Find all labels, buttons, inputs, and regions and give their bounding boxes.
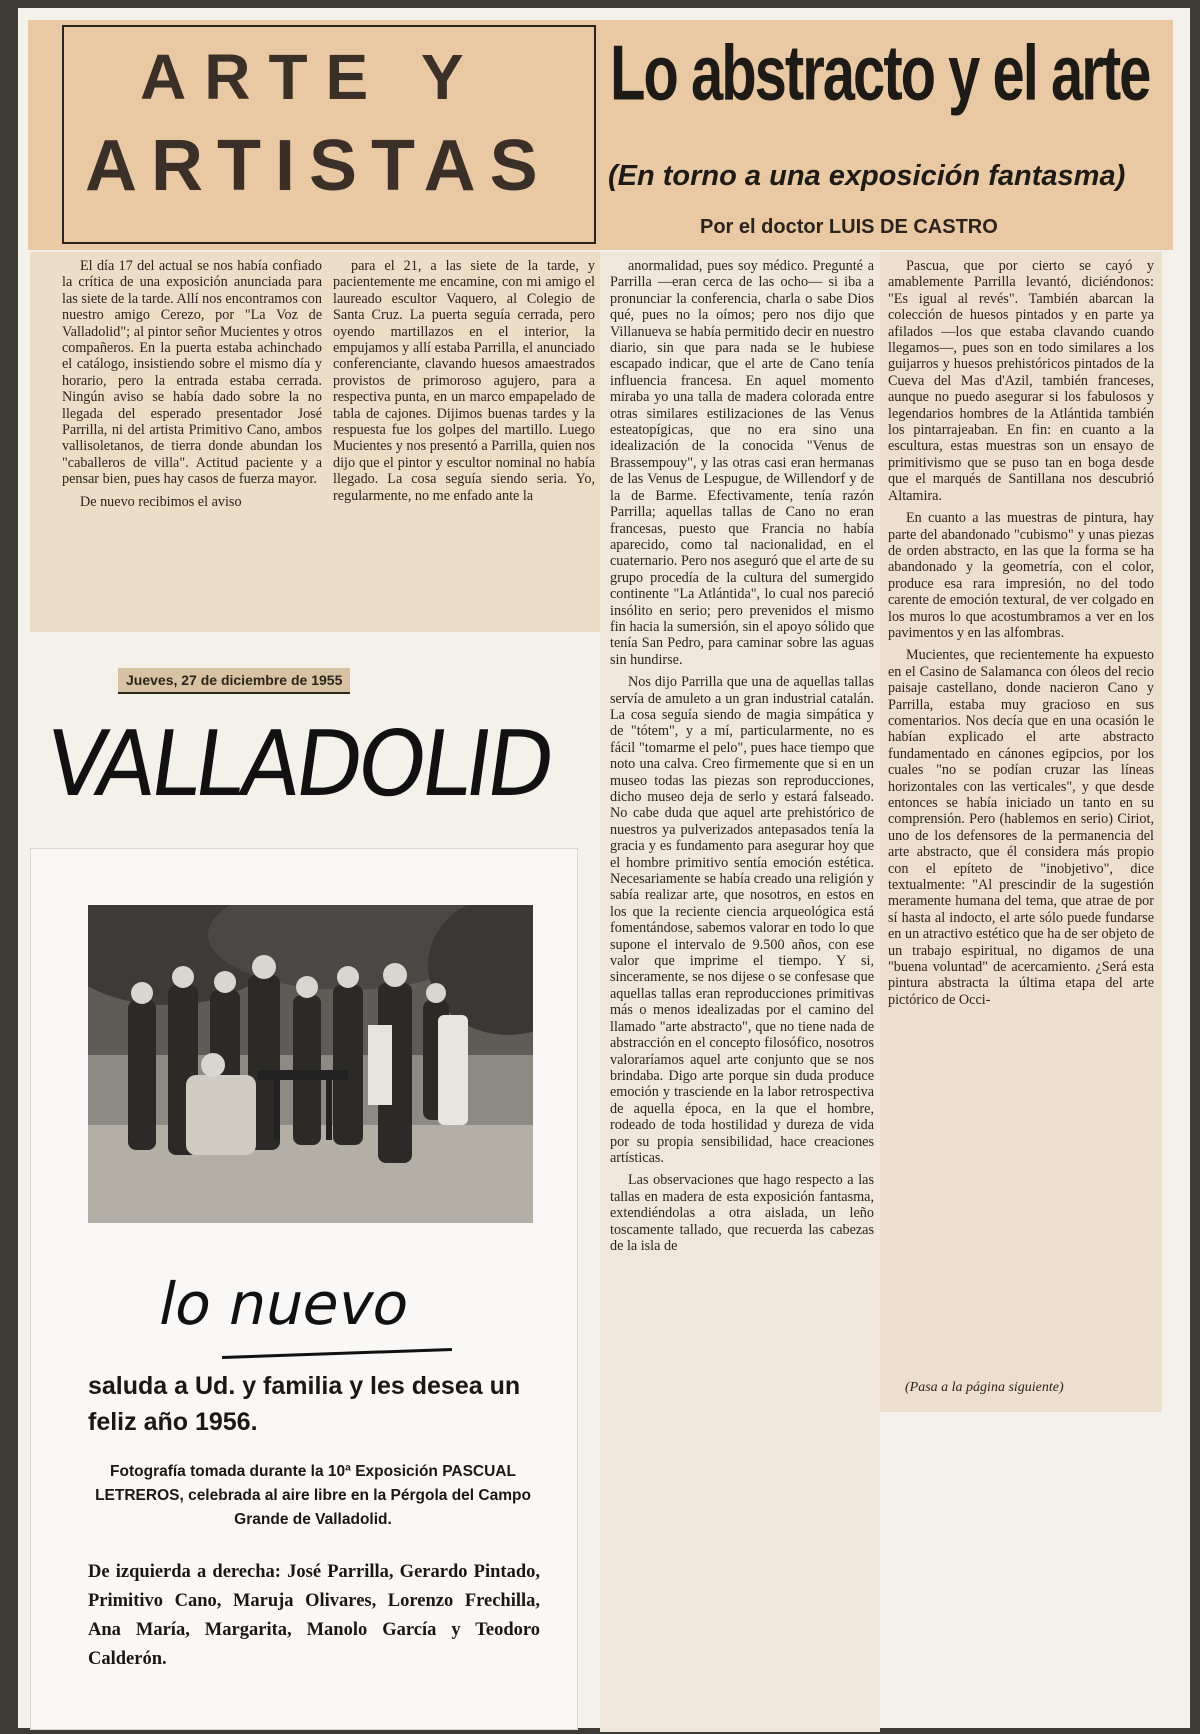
photo-caption: Fotografía tomada durante la 10ª Exposición PASCUAL LETREROS, celebrada al aire libre en la Pérgola del Campo Grande de Valladolid. — [95, 1463, 531, 1528]
paragraph: Las observaciones que hago respecto a las tallas en madera de esta exposición fantasma, extendiéndolas a otra aislada, un leño toscamente tallado, que recuerda las cabezas de la isla de — [610, 1172, 874, 1254]
paragraph: para el 21, a las siete de la tarde, y pacientemente me encamine, con mi amigo el laureado escultor Vaquero, al Colegio de Santa Cruz. La puerta seguía cerrada, pero oyendo martillazos en el interior, la empujamos y allí estaba Parrilla, el anunciado conferenciante, clavando huesos amaestrados provistos de primoroso agujero, para a respectiva punta, en un marco empapelado de tabla de cajones. Dijimos buenas tardes y la respuesta fue los golpes del martillo. Luego Mucientes y nos presentó a Parrilla, quien nos dijo que el pintor y escultor nominal no había llegado. La cosa seguía siendo seria. Yo, regularmente, no me enfado ante la — [333, 258, 595, 504]
paragraph: anormalidad, pues soy médico. Pregunté a Parrilla —eran cerca de las ocho— si iba a pronunciar la conferencia, charla o sabe Dios qué, pues no la oímos; pero nos dijo que Villanueva se había permitido decir en nuestro diario, sin que para nada se le hubiese escapado indicar, que el arte de Cano tenía influencia francesa. En aquel momento miraba yo una talla de madera colorada entre otras similares estilizaciones de las Venus esteatopígicas, que no era sino una idealización de la conocida "Venus de Brassempouy", y las otras casi eran hermanas de las Venus de Lespugue, de Willendorf y de la de Barme. Efectivamente, tenía razón Parrilla; aquellas tallas de Cano no eran francesas, puesto que Francia no había aparecido, como tal nacionalidad, en el cuaternario. Pero nos aseguró que el arte de su grupo procedía de la cultura del sumergido continente "La Atlántida", lo cual nos pareció insólito en serio; pero prevenidos el mismo fin hacia la sumersión, sin el apoyo sólido que tenía San Pedro, para caminar sobre las aguas sin hundirse. — [610, 258, 874, 668]
group-photo-image — [88, 905, 533, 1223]
paragraph: De nuevo recibimos el aviso — [80, 493, 242, 510]
article-column-3 — [610, 258, 874, 1718]
handwritten-city: VALLADOLID — [40, 712, 558, 817]
paragraph: Pascua, que por cierto se cayó y amablemente Parrilla levantó, diciéndonos: "Es igual al revés". También abarcan la colección de huesos pintados y en parte ya afilados —los que estaba clavando cuando llegamos—, pues son en todo similares a los guijarros y huesos prehistóricos pintados de la Cueva del Mas d'Azil, también franceses, aunque no puedo asegurar si los fabulosos y legendarios hombres de la Atlántida también los pintarrajeaban. En fin: en cuanto a la escultura, estas muestras son un ensayo de primitivismo que se puso tan en boga desde que el marqués de Santillana nos descubrió Altamira. — [888, 258, 1154, 504]
paragraph: En cuanto a las muestras de pintura, hay parte del abandonado "cubismo" y unas piezas de orden abstracto, en las que la forma se ha abandonado y la geometría, con el color, produce esa rara impresión, no del todo carente de emoción textural, de ver colgado en los muros lo que acostumbramos a ver en los pavimentos y en las alfombras. — [888, 510, 1154, 641]
section-title-line1: ARTE Y — [140, 41, 482, 113]
article-subtitle: (En torno a una exposición fantasma) — [608, 160, 1126, 192]
paragraph: El día 17 del actual se nos había confiado la crítica de una exposición anunciada para las siete de la tarde. Allí nos encontramos con nuestro amigo Cerezo, por "La Voz de Valladolid"; al pintor señor Mucientes y otros compañeros. En la puerta estaba achinchado el catálogo, insistiendo sobre el mismo día y horario, pero la entrada estaba cerrada. Ningún aviso se había dado sobre la no llegada del esperado presentador José Parrilla, ni del artista Primitivo Cano, ambos vallisoletanos, de tierra donde abundan los "caballeros de villa". Actitud paciente y a pensar bien, pues hay casos de fuerza mayor. — [62, 258, 322, 488]
paragraph: Nos dijo Parrilla que una de aquellas tallas servía de amuleto a un gran industrial catalán. La cosa seguía siendo de magia simpática y de "tótem", y a mí, particularmente, no es fácil "tomarme el pelo", pues hace tiempo que noto una calva. Creo firmemente que si en un museo todas las piezas son reproducciones, dicho museo deja de serlo y estará falseado. No cabe duda que aquel arte prehistórico de nuestros ya pulverizados antepasados tenía la gracia y es fundamento para asegurar hoy que el hombre primitivo sentía emoción estética. Necesariamente se había creado una religión y sabía realizar arte, que nosotros, en estos en los que la reciente ciencia arqueológica está fomentándose, sabemos valorar en todo lo que supone el intervalo de 9.500 años, con ese valor que imprime el tiempo. Y si, sinceramente, se nos dijese o se confesase que aquellas tallas eran reproducciones primitivas más o menos idealizadas por el camino del llamado "arte abstracto", que no tiene nada de abstracción en el concepto filosófico, nosotros valoraríamos aquel arte conjunto que se nos brindaba. Digo arte porque sin duda produce emoción y trasciende en la labor retrospectiva de aquella época, en la que el hombre, rodeado de toda hostilidad y dureza de vida por su propia sensibilidad, hace creaciones artísticas. — [610, 674, 874, 1166]
paragraph: Mucientes, que recientemente ha expuesto en el Casino de Salamanca con óleos del recio paisaje castellano, donde nacieron Cano y Parrilla, estaba muy gracioso en sus comentarios. Nos decía que en una ocasión le habían explicado el arte abstracto fundamentado en cánones egipcios, por los cuales "no se podían cruzar las líneas horizontales con las verticales", y que desde entonces se había iniciado un tanto en su comprensión. Pero (hablemos en serio) Ciriot, uno de los defensores de la permanencia del arte abstracto, que él considera más propio con el epíteto de "inobjetivo", dice textualmente: "Al prescindir de la sugestión meramente humana del tema, que atrae de por sí hasta al indocto, el arte sólo puede fundarse en un atractivo estético que ha de ser objeto de un trabajo espiritual, no digamos de una "buena voluntad" de acercamiento. ¿Será esta pintura abstracta la última etapa del arte pictórico de Occi- — [888, 647, 1154, 1008]
article-column-2 — [333, 258, 595, 618]
article-title: Lo abstracto y el arte — [610, 29, 1150, 118]
article-column-1 — [62, 258, 322, 618]
article-column-4 — [888, 258, 1154, 1378]
people-names: De izquierda a derecha: José Parrilla, Gerardo Pintado, Primitivo Cano, Maruja Olivares, Lorenzo Frechilla, Ana María, Margarita, Manolo García y Teodoro Calderón. — [88, 1562, 540, 1669]
group-photo — [88, 905, 533, 1223]
continued-note: (Pasa a la página siguiente) — [905, 1380, 1064, 1395]
handwritten-signature: lo nuevo — [152, 1270, 417, 1338]
article-byline: Por el doctor LUIS DE CASTRO — [700, 216, 998, 238]
newspaper-date-strip: Jueves, 27 de diciembre de 1955 — [118, 668, 350, 694]
section-title-line2: ARTISTAS — [85, 126, 552, 206]
greeting-text: saluda a Ud. y familia y les desea un feliz año 1956. — [88, 1372, 521, 1436]
